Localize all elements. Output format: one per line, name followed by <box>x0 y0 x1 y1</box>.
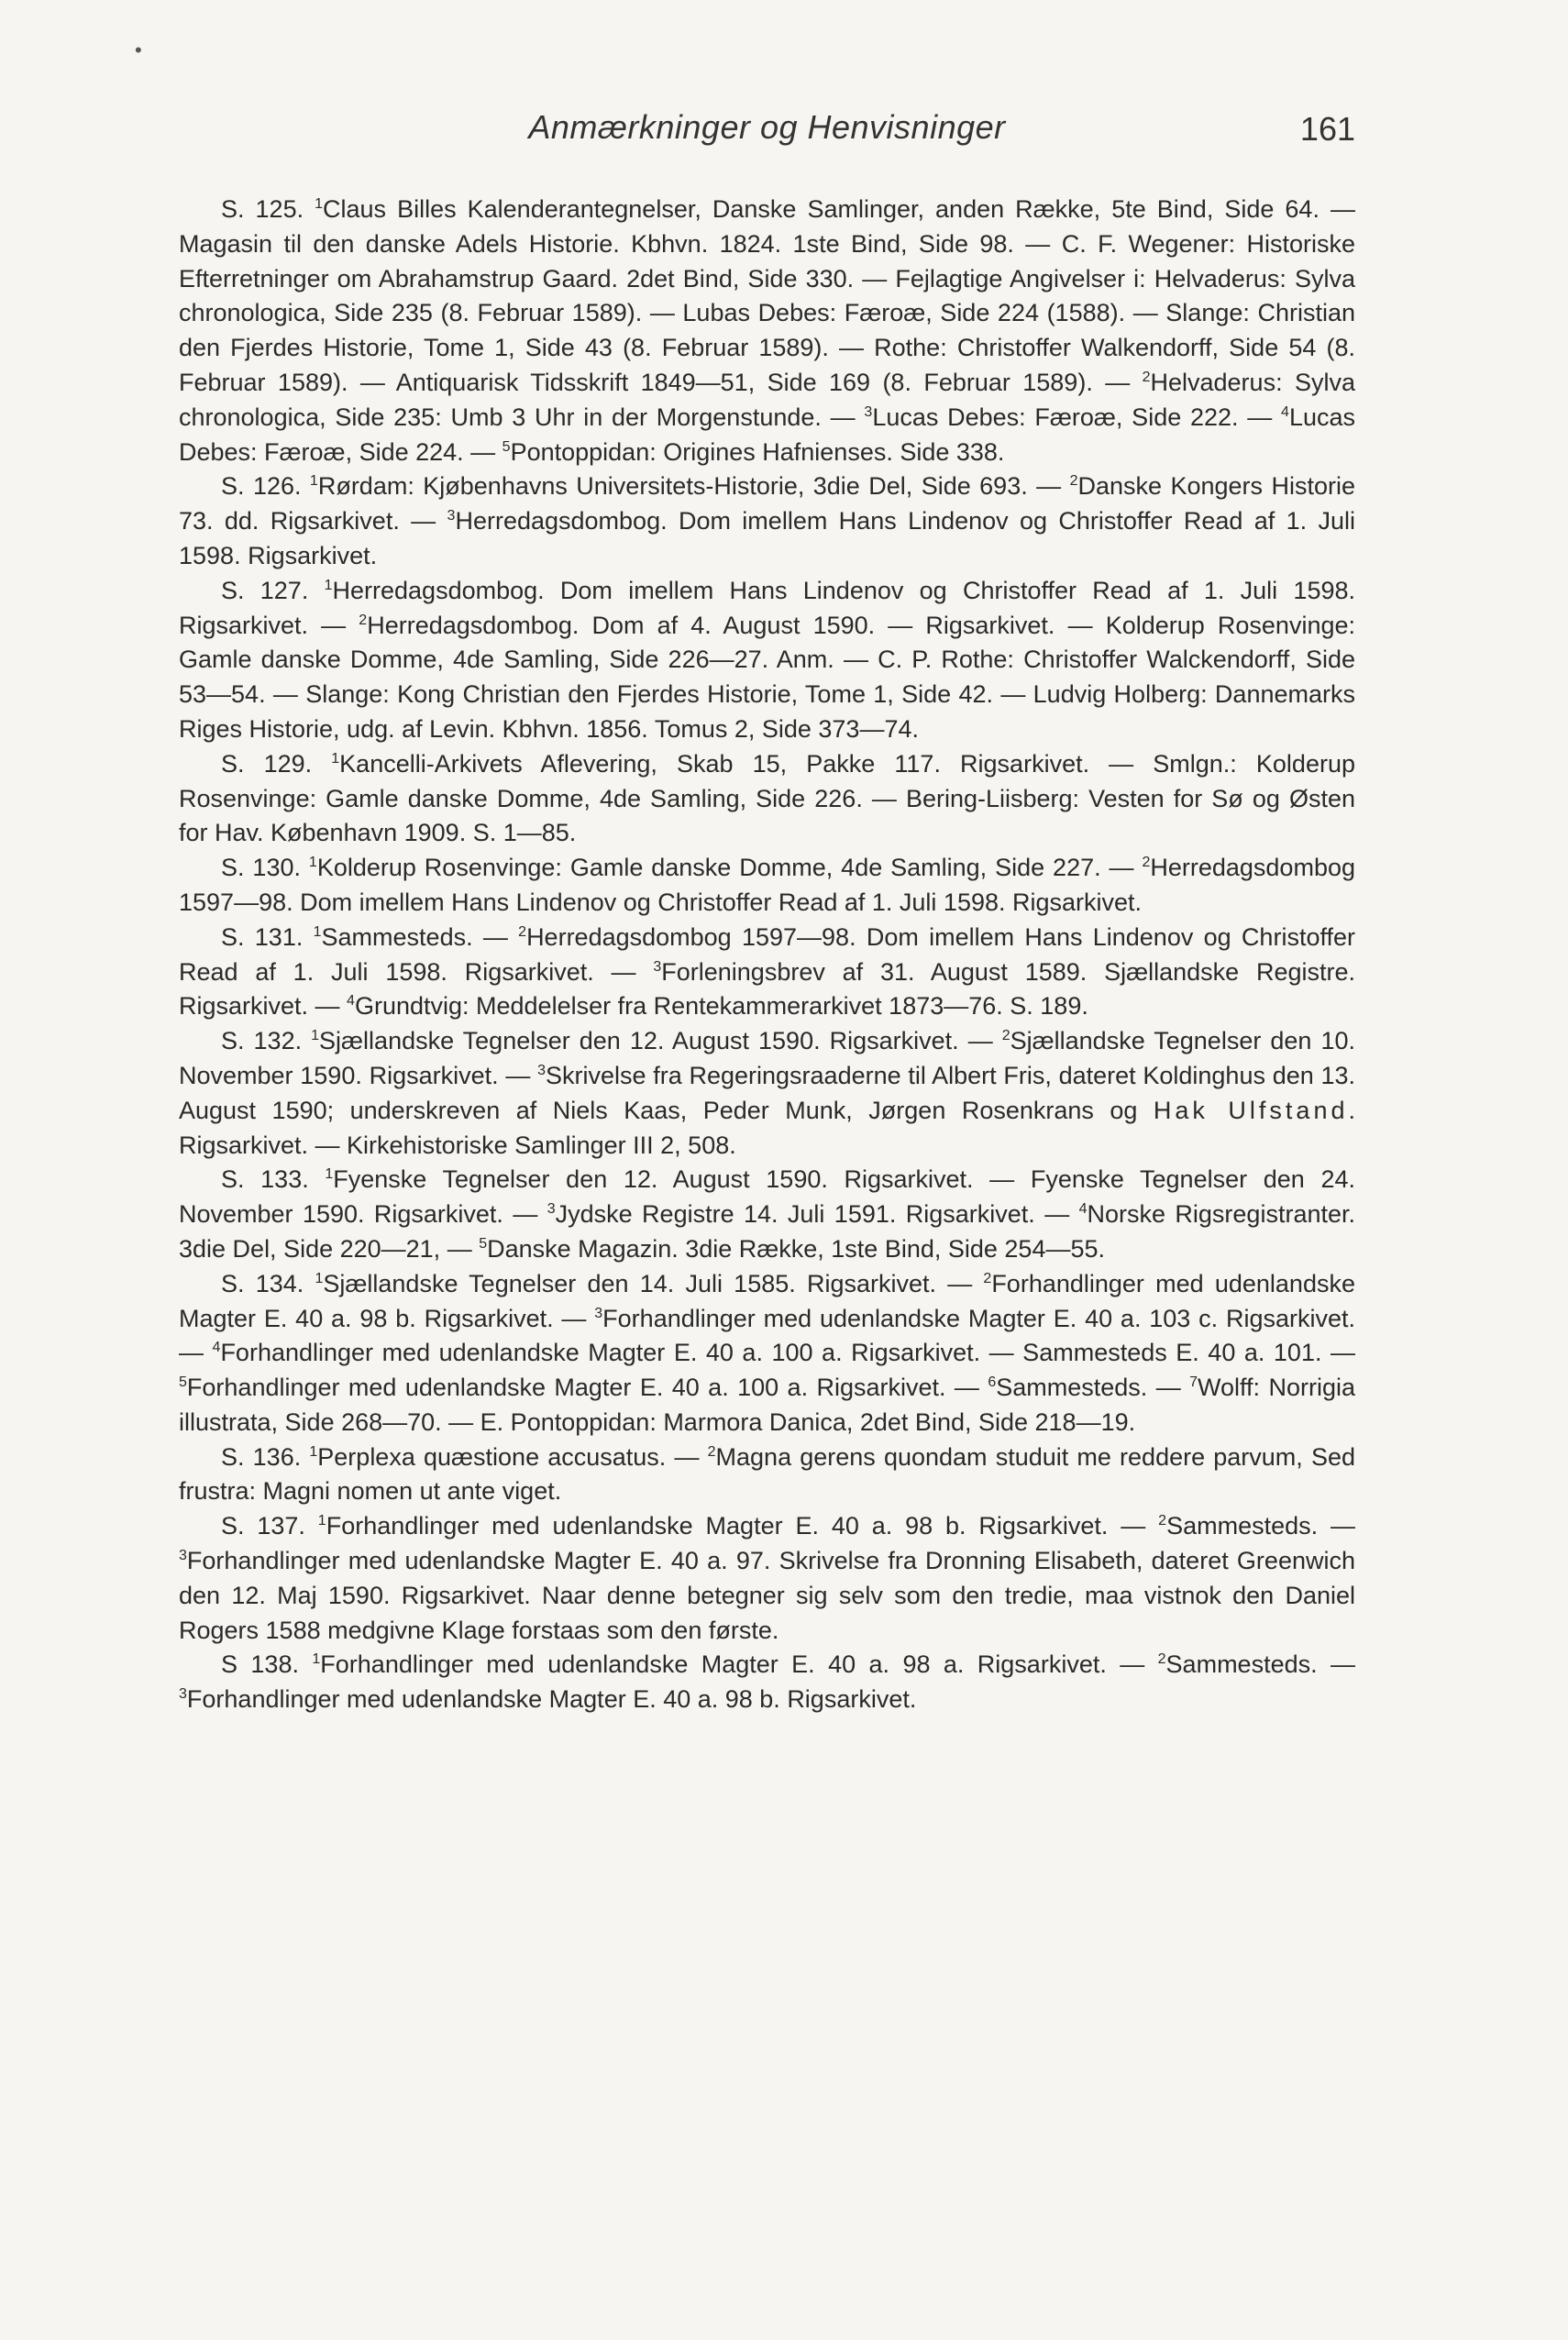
note-paragraph <box>179 921 1355 1024</box>
note-text: Forhandlinger med udenlandske Magter E. 40 a. 98 b. Rigsarkivet. — <box>326 1512 1159 1540</box>
note-text: Claus Billes Kalenderantegnelser, Danske Samlinger, anden Række, 5te Bind, Side 64. — Magasin til den danske Adels Historie. Kbhvn. 1824. 1ste Bind, Side 98. — C. F. Wegener: Historiske Efterretninger om Abrahamstrup Gaard. 2det Bind, Side 330. — Fejlagtige Angivelser i: Helvaderus: Sylva chronologica, Side 235 (8. Februar 1589). — Lubas Debes: Færoæ, Side 224 (1588). — Slange: Christian den Fjerdes Historie, Tome 1, Side 43 (8. Februar 1589). — Rothe: Christoffer Walkendorff, Side 54 (8. Februar 1589). — Antiquarisk Tidsskrift 1849—51, Side 169 (8. Februar 1589). — <box>179 195 1355 396</box>
footnote-marker: 2 <box>1142 855 1151 871</box>
note-text: Forhandlinger med udenlandske Magter E. 40 a. 103 c. Rigsarkivet. — <box>179 1304 1355 1367</box>
footnote-marker: 5 <box>479 1235 488 1252</box>
footnote-marker: 4 <box>347 993 355 1010</box>
note-text: Herredagsdombog 1597—98. Dom imellem Hans Lindenov og Christoffer Read af 1. Juli 1598. Rigsarkivet. <box>179 854 1355 916</box>
note-text: S. 129. <box>221 749 332 778</box>
footnote-marker: 1 <box>331 750 340 767</box>
footnote-marker: 3 <box>179 1548 187 1564</box>
note-text: . Rigsarkivet. — Kirkehistoriske Samlinger III 2, 508. <box>179 1096 1355 1159</box>
note-text: Forhandlinger med udenlandske Magter E. 40 a. 98 b. Rigsarkivet. <box>186 1685 917 1714</box>
note-text: S. 127. <box>221 576 325 604</box>
note-text: Herredagsdombog. Dom imellem Hans Lindenov og Christoffer Read af 1. Juli 1598. Rigsarkivet. <box>179 507 1355 569</box>
footnote-marker: 2 <box>1158 1513 1167 1529</box>
note-text: Magna gerens quondam studuit me reddere parvum, Sed frustra: Magni nomen ut ante viget. <box>179 1442 1355 1506</box>
note-text: Perplexa quæstione accusatus. — <box>317 1442 708 1471</box>
note-text: Kancelli-Arkivets Aflevering, Skab 15, Pakke 117. Rigsarkivet. — Smlgn.: Kolderup Rosenvinge: Gamle danske Domme, 4de Samling, Side 226. — Bering-Liisberg: Vesten for Sø og Østen for Hav. København 1909. S. 1—85. <box>179 749 1355 847</box>
footnote-marker: 2 <box>983 1270 992 1286</box>
note-text: Helvaderus: Sylva chronologica, Side 235: Umb 3 Uhr in der Morgenstunde. — <box>179 368 1355 431</box>
footnote-marker: 1 <box>315 1270 324 1286</box>
note-text: Wolff: Norrigia illustrata, Side 268—70. — E. Pontoppidan: Marmora Danica, 2det Bind, Side 218—19. <box>179 1374 1355 1436</box>
footnote-marker: 2 <box>707 1443 716 1460</box>
footnote-marker: 4 <box>1078 1201 1088 1218</box>
note-text: S. 132. <box>221 1027 312 1055</box>
footnote-marker: 2 <box>518 923 527 940</box>
note-text: S. 134. <box>221 1269 315 1297</box>
note-text: Herredagsdombog. Dom imellem Hans Lindenov og Christoffer Read af 1. Juli 1598. Rigsarkivet. — <box>179 576 1355 639</box>
running-title: Anmærkninger og Henvisninger <box>528 108 1006 146</box>
footnote-marker: 1 <box>312 1651 321 1668</box>
note-text: Skrivelse fra Regeringsraaderne til Albert Fris, dateret Koldinghus den 13. August 1590; underskreven af Niels Kaas, Peder Munk, Jørgen Rosenkrans og <box>179 1061 1356 1124</box>
note-text: Forhandlinger med udenlandske Magter E. 40 a. 97. Skrivelse fra Dronning Elisabeth, dateret Greenwich den 12. Maj 1590. Rigsarkivet. Naar denne betegner sig selv som den tredie, maa vistnok den Daniel Rogers 1588 medgivne Klage forstaas som den første. <box>179 1547 1355 1644</box>
footnote-marker: 2 <box>1001 1028 1010 1044</box>
note-text: Forhandlinger med udenlandske Magter E. 40 a. 100 a. Rigsarkivet. — <box>186 1374 988 1402</box>
note-paragraph <box>179 851 1355 921</box>
note-text: Danske Magazin. 3die Række, 1ste Bind, Side 254—55. <box>487 1234 1105 1263</box>
page-number: 161 <box>1299 110 1355 148</box>
footnote-marker: 1 <box>325 1166 334 1183</box>
note-text: Pontoppidan: Origines Hafnienses. Side 338. <box>510 437 1005 466</box>
note-text: S. 133. <box>221 1165 326 1194</box>
footnote-marker: 3 <box>594 1305 603 1321</box>
note-paragraph <box>179 1648 1355 1717</box>
note-text: Herredagsdombog 1597—98. Dom imellem Hans Lindenov og Christoffer Read af 1. Juli 1598. Rigsarkivet. — <box>179 922 1355 986</box>
footnote-marker: 3 <box>864 403 873 420</box>
note-text: Sammesteds. — <box>321 922 519 951</box>
note-text: S. 125. <box>221 195 315 223</box>
running-header <box>179 108 1355 154</box>
footnote-marker: 2 <box>1069 473 1078 490</box>
footnote-marker: 7 <box>1189 1374 1198 1391</box>
note-paragraph <box>179 747 1355 851</box>
footnote-marker: 1 <box>313 923 322 940</box>
note-text: Jydske Registre 14. Juli 1591. Rigsarkivet. — <box>555 1200 1079 1229</box>
note-text: Sammesteds. — <box>1165 1650 1356 1679</box>
note-text: Grundtvig: Meddelelser fra Rentekammerarkivet 1873—76. S. 189. <box>354 992 1088 1021</box>
note-text: Herredagsdombog. Dom af 4. August 1590. — Rigsarkivet. — Kolderup Rosenvinge: Gamle danske Domme, 4de Samling, Side 226—27. Anm. — C. P. Rothe: Christoffer Walckendorff, Side 53—54. — Slange: Kong Christian den Fjerdes Historie, Tome 1, Side 42. — Ludvig Holberg: Dannemarks Riges Historie, udg. af Levin. Kbhvn. 1856. Tomus 2, Side 373—74. <box>179 611 1355 743</box>
note-text: Danske Kongers Historie 73. dd. Rigsarkivet. — <box>179 472 1355 535</box>
note-text: Sjællandske Tegnelser den 14. Juli 1585. Rigsarkivet. — <box>323 1269 984 1297</box>
note-text: S. 137. <box>221 1512 318 1540</box>
footnote-marker: 1 <box>309 1443 318 1460</box>
footnote-marker: 4 <box>1281 403 1289 420</box>
corner-mark: • <box>135 39 142 61</box>
footnote-marker: 2 <box>359 612 368 628</box>
footnote-marker: 3 <box>537 1062 546 1078</box>
footnote-marker: 1 <box>309 473 318 490</box>
note-text: S. 136. <box>221 1442 310 1471</box>
note-paragraph <box>179 469 1355 573</box>
footnote-marker: 1 <box>308 855 317 871</box>
footnote-marker: 3 <box>179 1686 187 1703</box>
note-paragraph <box>179 193 1355 469</box>
note-paragraph <box>179 1163 1355 1266</box>
note-paragraph <box>179 1440 1355 1510</box>
note-text: Sjællandske Tegnelser den 12. August 1590. Rigsarkivet. — <box>319 1027 1002 1055</box>
note-text: Lucas Debes: Færoæ, Side 224. — <box>179 403 1355 466</box>
note-text: Forhandlinger med udenlandske Magter E. 40 a. 98 a. Rigsarkivet. — <box>320 1650 1158 1679</box>
footnote-marker: 3 <box>547 1201 556 1218</box>
note-paragraph <box>179 574 1355 747</box>
footnote-marker: 4 <box>212 1340 221 1356</box>
note-text: S. 126. <box>221 472 310 501</box>
footnote-marker: 1 <box>317 1513 326 1529</box>
footnote-marker: 3 <box>653 958 662 975</box>
footnote-marker: 2 <box>1157 1651 1166 1668</box>
footnote-marker: 1 <box>324 577 333 593</box>
note-text: Sammesteds. — <box>996 1374 1190 1402</box>
footnote-marker: 1 <box>315 196 324 212</box>
note-text: S 138. <box>221 1650 313 1679</box>
footnote-marker: 3 <box>447 508 456 524</box>
note-text: Norske Rigsregistranter. 3die Del, Side 220—21, — <box>179 1200 1355 1263</box>
note-text: Lucas Debes: Færoæ, Side 222. — <box>872 403 1282 431</box>
footnote-marker: 1 <box>311 1028 320 1044</box>
note-text: Forhandlinger med udenlandske Magter E. 40 a. 100 a. Rigsarkivet. — Sammesteds E. 40 a. 101. — <box>220 1339 1355 1367</box>
notes-body <box>179 193 1355 1717</box>
note-text: Kolderup Rosenvinge: Gamle danske Domme, 4de Samling, Side 227. — <box>316 854 1143 882</box>
note-text: Rørdam: Kjøbenhavns Universitets-Historie, 3die Del, Side 693. — <box>317 472 1070 501</box>
note-text: Fyenske Tegnelser den 12. August 1590. Rigsarkivet. — Fyenske Tegnelser den 24. November 1590. Rigsarkivet. — <box>179 1165 1355 1229</box>
note-text: S. 130. <box>221 854 309 882</box>
note-paragraph <box>179 1024 1355 1163</box>
footnote-marker: 2 <box>1142 369 1151 385</box>
note-paragraph <box>179 1267 1355 1440</box>
note-paragraph <box>179 1509 1355 1648</box>
footnote-marker: 5 <box>502 438 511 455</box>
footnote-marker: 6 <box>988 1374 997 1391</box>
note-text: Forleningsbrev af 31. August 1589. Sjællandske Registre. Rigsarkivet. — <box>179 957 1355 1021</box>
note-text: Sammesteds. — <box>1166 1512 1355 1540</box>
note-text: Sjællandske Tegnelser den 10. November 1590. Rigsarkivet. — <box>179 1027 1355 1089</box>
spaced-name: Hak Ulfstand <box>1153 1096 1349 1124</box>
note-text: S. 131. <box>221 922 314 951</box>
footnote-marker: 5 <box>179 1374 187 1391</box>
note-text: Forhandlinger med udenlandske Magter E. 40 a. 98 b. Rigsarkivet. — <box>179 1269 1355 1332</box>
